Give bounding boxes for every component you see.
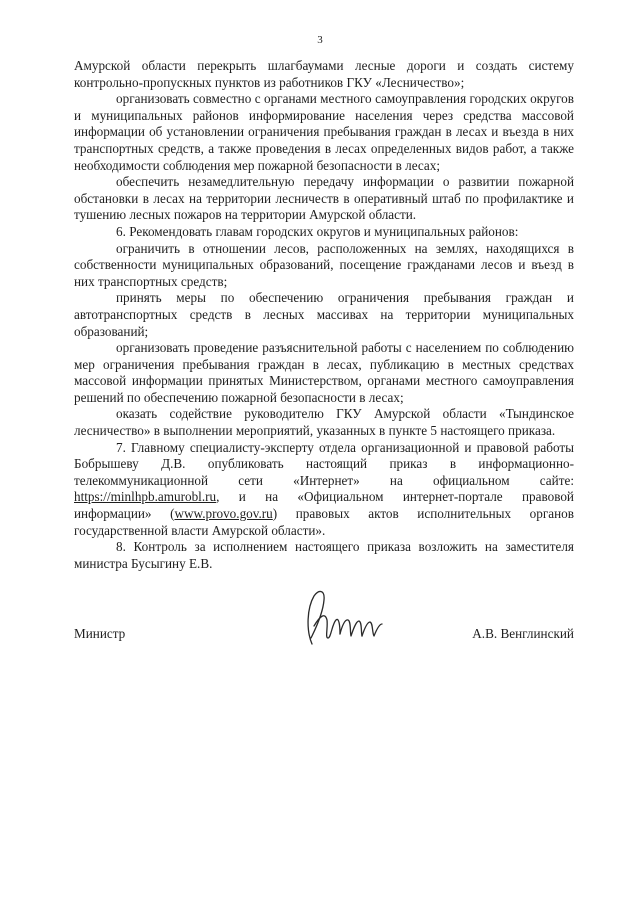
ministry-site-link[interactable]: https://minlhpb.amurobl.ru (74, 489, 217, 505)
document-body (74, 58, 574, 572)
paragraph-take-measures: принять меры по обеспечению ограничения пребывания граждан и автотранспортных средств в лесных массивах на территории муниципальных образований; (74, 290, 574, 339)
paragraph-explanatory-work: организовать проведение разъяснительной работы с населением по соблюдению мер ограничения пребывания граждан в лесах, публикацию в местных средствах массовой информации принятых Министерством, органами местного самоуправления решений по обеспечению пожарной безопасности в лесах; (74, 340, 574, 405)
signer-title: Министр (74, 626, 126, 641)
paragraph-continuation: Амурской области перекрыть шлагбаумами лесные дороги и создать систему контрольно-пропускных пунктов из работников ГКУ «Лесничество»; (74, 58, 574, 90)
legal-portal-link[interactable]: www.provo.gov.ru (174, 506, 273, 522)
page-number: 3 (317, 34, 323, 46)
signature-row (74, 626, 574, 646)
paragraph-item-7 (74, 440, 574, 540)
item-7-text-after: ) правовых актов исполнительных органов государственной власти Амурской области». (74, 506, 575, 538)
paragraph-inform-population: организовать совместно с органами местного самоуправления городских округов и муниципальных районов информирование населения через средства массовой информации об установлении ограничения пребывания граждан в лесах и въезда в них транспортных средств, а также проведения в лесах определенных видов работ, а также необходимости соблюдения мер пожарной безопасности в лесах; (74, 91, 574, 173)
paragraph-assist-forestry: оказать содействие руководителю ГКУ Амурской области «Тындинское лесничество» в выполнении мероприятий, указанных в пункте 5 настоящего приказа. (74, 406, 574, 439)
signer-name: А.В. Венглинский (472, 626, 574, 641)
paragraph-item-8: 8. Контроль за исполнением настоящего приказа возложить на заместителя министра Бусыгину Е.В. (74, 539, 574, 571)
item-7-text-before: 7. Главному специалисту-эксперту отдела организационной и правовой работы Бобрышеву Д.В. опубликовать настоящий приказ в информационно-телекоммуникационной сети «Интернет» на официальном сайте: (74, 439, 574, 488)
paragraph-transfer-info: обеспечить незамедлительную передачу информации о развитии пожарной обстановки в лесах на территории лесничеств в оперативный штаб по профилактике и тушению лесных пожаров на территории Амурской области. (74, 174, 574, 223)
paragraph-restrict-forests: ограничить в отношении лесов, расположенных на землях, находящихся в собственности муниципальных образований, посещение гражданами лесов и въезд в них транспортных средств; (74, 240, 574, 289)
paragraph-item-6: 6. Рекомендовать главам городских округов и муниципальных районов: (116, 223, 519, 239)
item-7-text-middle: , и на «Официальном интернет-портале правовой информации» ( (74, 489, 574, 522)
